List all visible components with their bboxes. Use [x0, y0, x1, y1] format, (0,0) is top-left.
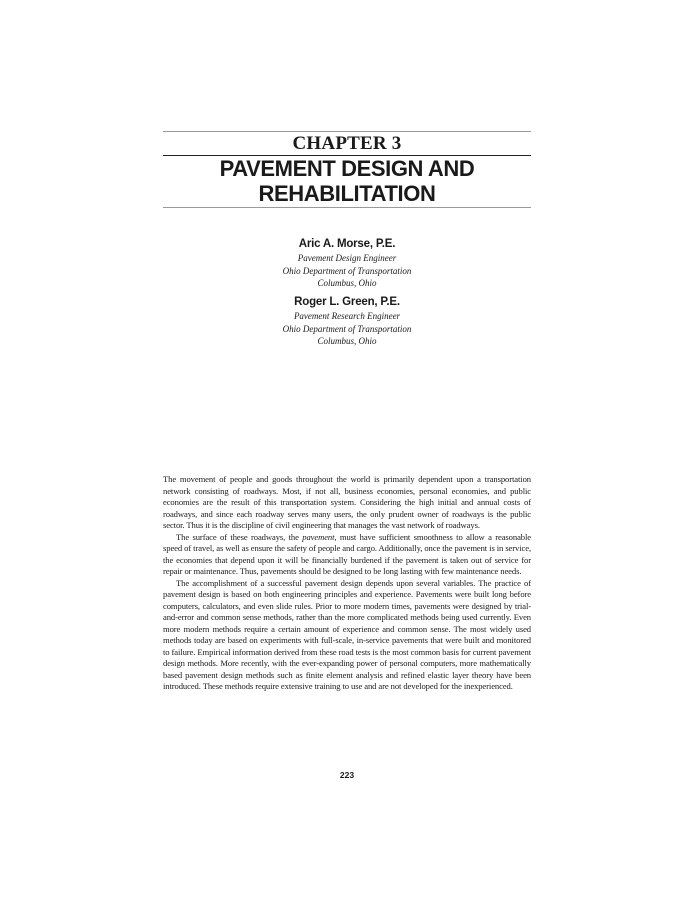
title-bottom-rule	[163, 207, 531, 208]
author-role: Pavement Design Engineer	[297, 253, 397, 263]
chapter-title-line-2: REHABILITATION	[258, 181, 436, 206]
author-name: Aric A. Morse, P.E.	[298, 238, 396, 250]
body-text	[163, 474, 531, 693]
author-role: Pavement Research Engineer	[293, 311, 401, 321]
author-organization: Ohio Department of Transportation	[282, 265, 412, 276]
paragraph-2-end: must have sufficient smoothness to allow a reasonable speed of travel, as well as ensure the safety of people and cargo. Additionally, once the pavement is in service, the economies that depend upon it will be financially burdened if the pavement is taken out of service for repair or maintenance. Thus, pavements should be designed to be long lasting with few maintenance needs.	[163, 531, 531, 576]
chapter-title-line-1: PAVEMENT DESIGN AND	[219, 156, 475, 181]
paragraph-2	[163, 532, 531, 578]
author-block	[163, 295, 531, 348]
chapter-title	[163, 156, 531, 206]
author-location: Columbus, Ohio	[317, 336, 377, 346]
paragraph-2-start: The surface of these roadways, the	[176, 531, 303, 542]
chapter-label: CHAPTER 3	[292, 133, 402, 154]
author-location: Columbus, Ohio	[317, 278, 377, 288]
author-name: Roger L. Green, P.E.	[294, 296, 400, 308]
paragraph-1: The movement of people and goods throughout the world is primarily dependent upon a transportation network consisting of roadways. Most, if not all, business economies, personal economies, and public economies are the result of this transportation system. Considering the high initial and annual costs of roadways, and since each roadway serves many users, the only prudent owner of roadways is the public sector. Thus it is the discipline of civil engineering that manages the vast network of roadways.	[163, 474, 531, 530]
page-number: 223	[339, 770, 355, 780]
author-block	[163, 237, 531, 290]
top-rule	[163, 131, 531, 132]
paragraph-2-emphasis: pavement,	[302, 531, 337, 542]
paragraph-3: The accomplishment of a successful pavement design depends upon several variables. The practice of pavement design is based on both engineering principles and experience. Pavements were built long before computers, calculators, and even slide rules. Prior to more modern times, pavements were designed by trial-and-error and common sense methods, rather than the more complicated methods being used currently. Even more modern methods require a certain amount of experience and common sense. The most widely used methods today are based on experiments with full-scale, in-service pavements that were built and monitored to failure. Empirical information derived from these road tests is the most common basis for current pavement design methods. More recently, with the ever-expanding power of personal computers, more mathematically based pavement design methods such as finite element analysis and refined elastic layer theory have been introduced. These methods require extensive training to use and are not developed for the inexperienced.	[163, 577, 531, 691]
author-organization: Ohio Department of Transportation	[282, 323, 412, 334]
